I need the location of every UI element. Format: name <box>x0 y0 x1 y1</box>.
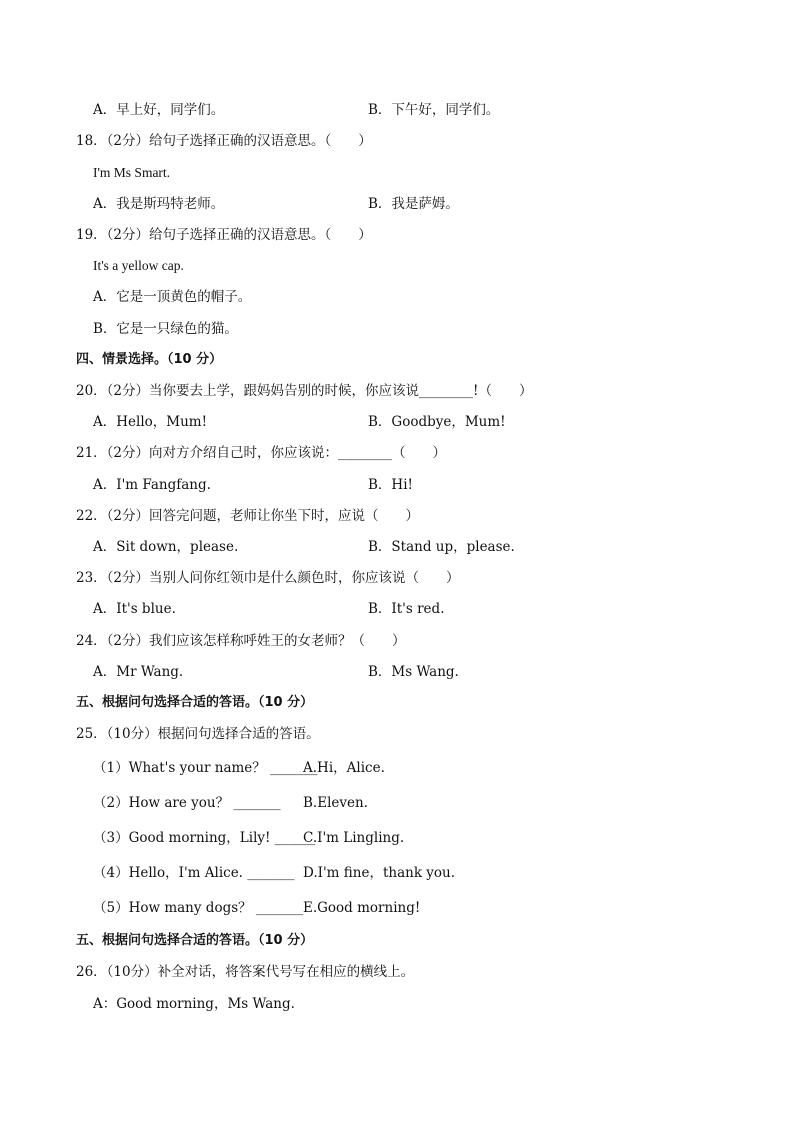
q25-answer-e: E.Good morning! <box>303 900 421 916</box>
q17-option-b: B．下午好，同学们。 <box>368 102 500 118</box>
q19-sentence: It's a yellow cap. <box>93 258 184 273</box>
q25-answer-d: D.I'm fine，thank you. <box>303 865 456 881</box>
q22-option-b: B．Stand up，please. <box>368 539 515 555</box>
q24-option-b: B．Ms Wang. <box>368 664 459 680</box>
q23-option-b: B．It's red. <box>368 601 445 617</box>
q21-option-b: B．Hi! <box>368 477 413 493</box>
q23-option-a: A．It's blue. <box>93 601 176 617</box>
q20-stem: 20．（2分）当你要去上学，跟妈妈告别的时候，你应该说________!（ ） <box>76 383 533 399</box>
q25-item-2-question: （2）How are you？ _______ <box>93 795 281 811</box>
q25-item-3-question: （3）Good morning，Lily! ______ <box>93 830 316 846</box>
q18-option-a: A．我是斯玛特老师。 <box>93 196 225 212</box>
q18-option-b: B．我是萨姆。 <box>368 196 459 212</box>
q19-option-b: B．它是一只绿色的猫。 <box>93 321 238 337</box>
section5a-title: 五、根据问句选择合适的答语。（10 分） <box>76 695 314 710</box>
q26-dialogue-line-1: A：Good morning，Ms Wang. <box>93 996 295 1012</box>
q17-option-a: A．早上好，同学们。 <box>93 102 225 118</box>
q21-option-a: A．I'm Fangfang. <box>93 477 211 493</box>
q18-sentence: I'm Ms Smart. <box>93 165 171 180</box>
q24-stem: 24．（2分）我们应该怎样称呼姓王的女老师？（ ） <box>76 633 406 649</box>
q19-stem: 19．（2分）给句子选择正确的汉语意思。（ ） <box>76 227 372 243</box>
q23-stem: 23．（2分）当别人问你红领巾是什么颜色时，你应该说（ ） <box>76 570 460 586</box>
q24-option-a: A．Mr Wang. <box>93 664 184 680</box>
q18-stem: 18．（2分）给句子选择正确的汉语意思。（ ） <box>76 133 372 149</box>
q22-stem: 22．（2分）回答完问题，老师让你坐下时，应说（ ） <box>76 508 420 524</box>
section4-title: 四、情景选择。（10 分） <box>76 352 223 367</box>
q25-item-5-question: （5）How many dogs？ _______ <box>93 900 304 916</box>
q22-option-a: A．Sit down，please. <box>93 539 239 555</box>
q25-item-4-question: （4）Hello，I'm Alice. _______ <box>93 865 295 881</box>
q25-answer-c: C.I'm Lingling. <box>303 830 405 846</box>
q26-stem: 26．（10分）补全对话，将答案代号写在相应的横线上。 <box>76 964 415 980</box>
q25-answer-a: A.Hi，Alice. <box>303 760 385 776</box>
section5b-title: 五、根据问句选择合适的答语。（10 分） <box>76 933 314 948</box>
q25-item-1-question: （1）What's your name？ _______ <box>93 760 318 776</box>
q21-stem: 21．（2分）向对方介绍自己时，你应该说：________（ ） <box>76 445 447 461</box>
q20-option-b: B．Goodbye，Mum! <box>368 414 506 430</box>
q25-stem: 25．（10分）根据问句选择合适的答语。 <box>76 726 320 742</box>
q20-option-a: A．Hello，Mum! <box>93 414 208 430</box>
q19-option-a: A．它是一顶黄色的帽子。 <box>93 289 252 305</box>
q25-answer-b: B.Eleven. <box>303 795 368 811</box>
